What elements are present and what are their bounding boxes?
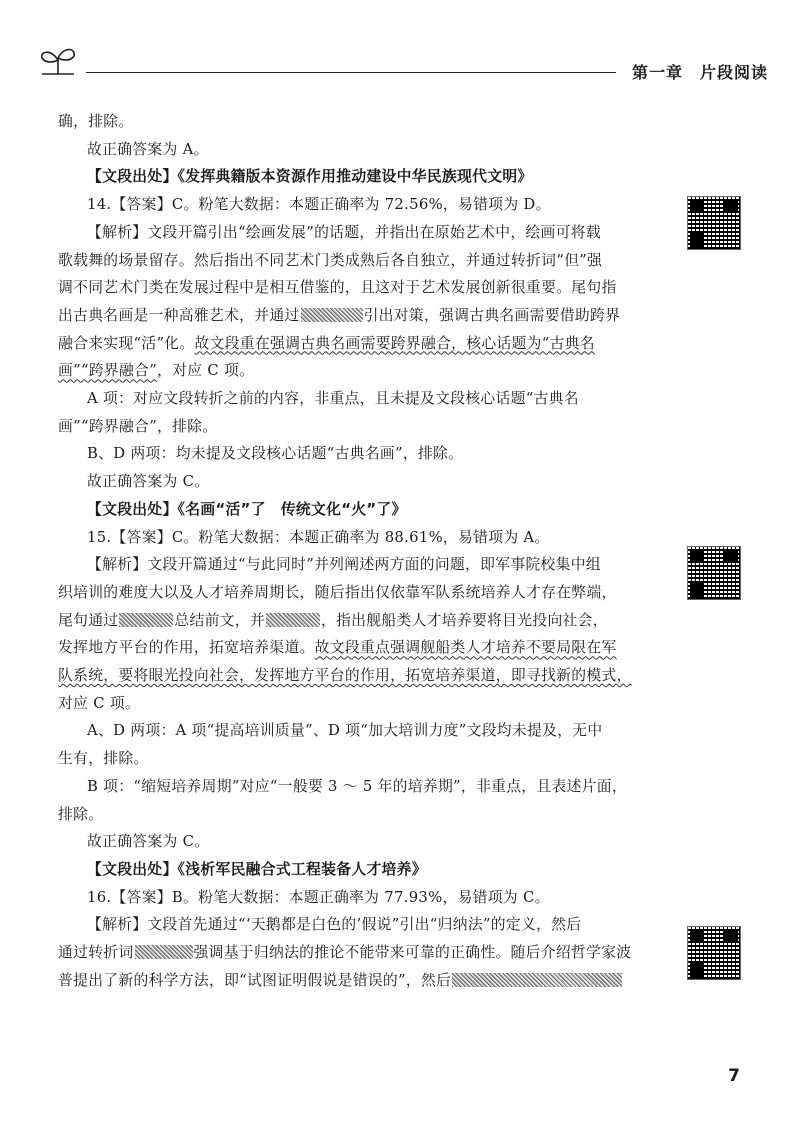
answer-explanations [58,108,734,995]
text-line: 确，排除。 [58,113,134,130]
text-line: 【解析】文段首先通过“‘天鹅都是白色的’假说”引出“归纳法”的定义，然后 [87,916,582,934]
blurred-text [135,945,193,959]
text-line: 发挥地方平台的作用，拓宽培养渠道。故文段重点强调舰船类人才培养不要局限在军 [58,639,617,657]
text-line: 故正确答案为 C。 [87,833,210,851]
blurred-text [301,308,363,322]
text-line: 调不同艺术门类在发展过程中是相互借鉴的，且这对于艺术发展创新很重要。尾句指 [58,279,617,297]
text-line: 普提出了新的科学方法，即“试图证明假说是错误的”，然后 [58,967,734,995]
blurred-text [266,613,320,627]
text-line: 【解析】文段开篇通过“与此同时”并列阐述两方面的问题，即军事院校集中组 [87,556,601,574]
text-line: 排除。 [58,805,104,823]
text-line: 融合来实现“活”化。故文段重在强调古典名画需要跨界融合，核心话题为“古典名 [58,334,595,352]
text-line: 画”“跨界融合”，排除。 [58,417,218,435]
text-line: B 项：“缩短培养周期”对应“一般要 3 ～ 5 年的培养期”，非重点，且表述片面， [87,777,627,795]
answer-line: 15.【答案】C。粉笔大数据：本题正确率为 88.61%，易错项为 A。 [87,528,550,546]
page-header [28,42,768,82]
text-line: 出古典名画是一种高雅艺术，并通过 引出对策，强调古典名画需要借助跨界 [58,306,621,324]
page-number: 7 [728,1066,740,1086]
text-line: A 项：对应文段转折之前的内容，非重点，且未提及文段核心话题“古典名 [87,390,579,408]
text-line: 通过转折词 强调基于归纳法的推论不能带来可靠的正确性。随后介绍哲学家波 [58,944,632,962]
text-line: 对应 C 项。 [58,694,141,712]
answer-line: 14.【答案】C。粉笔大数据：本题正确率为 72.56%，易错项为 D。 [87,196,551,214]
highlighted-conclusion: 画”“跨界融合” [58,362,158,380]
text-line: 故正确答案为 C。 [87,473,210,491]
highlighted-conclusion: 故文段重点强调舰船类人才培养不要局限在军 [314,639,617,657]
text-line: 故正确答案为 A。 [87,140,209,158]
text-line: 织培训的难度大以及人才培养周期长，随后指出仅依靠军队系统培养人才存在弊端， [58,583,617,601]
text-line: 尾句通过 总结前文，并 ，指出舰船类人才培养要将目光投向社会， [58,611,608,629]
text-line: A、D 两项：A 项“提高培训质量”、D 项“加大培训力度”文段均未提及，无中 [87,722,603,740]
text-line: 生有，排除。 [58,750,149,768]
source-line: 【文段出处】《发挥典籍版本资源作用推动建设中华民族现代文明》 [87,168,533,186]
text-line: B、D 两项：均未提及文段核心话题“古典名画”，排除。 [87,445,464,463]
text-line: 画”“跨界融合”，对应 C 项。 [58,362,255,380]
blurred-text [452,973,622,987]
text-line: 歌载舞的场景留存。然后指出不同艺术门类成熟后各自独立，并通过转折词“但”强 [58,251,603,269]
blurred-text [119,613,173,627]
source-line: 【文段出处】《浅析军民融合式工程装备人才培养》 [87,860,427,878]
text-line: 【解析】文段开篇引出“绘画发展”的话题，并指出在原始艺术中，绘画可将载 [87,223,601,241]
sprout-icon [38,44,78,78]
highlighted-conclusion: 队系统，要将眼光投向社会，发挥地方平台的作用，拓宽培养渠道，即寻找新的模式， [58,667,632,685]
header-rule [86,72,616,73]
highlighted-conclusion: 故文段重在强调古典名画需要跨界融合，核心话题为“古典名 [194,334,595,352]
source-line: 【文段出处】《名画“活”了 传统文化“火”了》 [87,500,407,518]
chapter-title: 第一章 片段阅读 [631,63,768,82]
answer-line: 16.【答案】B。粉笔大数据：本题正确率为 77.93%，易错项为 C。 [87,888,550,906]
text-line [58,662,734,690]
